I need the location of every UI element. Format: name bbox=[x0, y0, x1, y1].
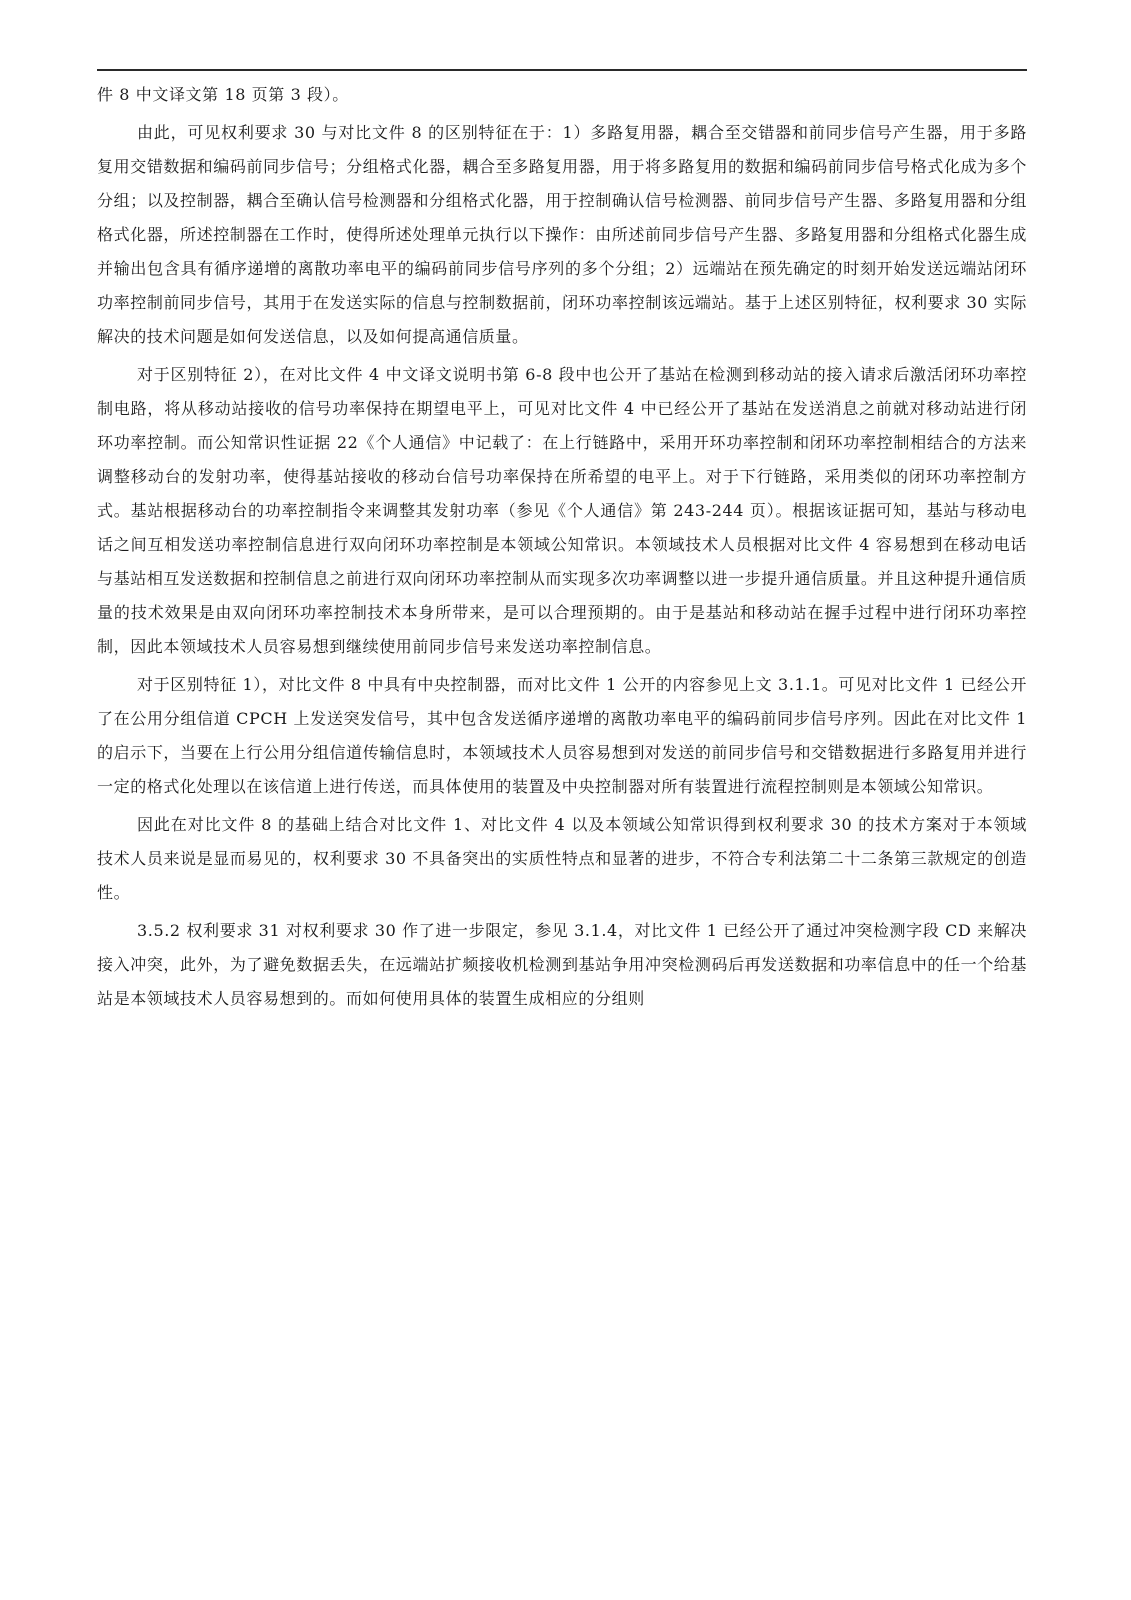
paragraph-conclusion: 因此在对比文件 8 的基础上结合对比文件 1、对比文件 4 以及本领域公知常识得到权利要求 30 的技术方案对于本领域技术人员来说是显而易见的，权利要求 30 不具备突出的实质性特点和显著的进步，不符合专利法第二十二条第三款规定的创造性。 bbox=[97, 815, 1027, 902]
paragraph-feature-2-analysis: 对于区别特征 2），在对比文件 4 中文译文说明书第 6-8 段中也公开了基站在检测到移动站的接入请求后激活闭环功率控制电路，将从移动站接收的信号功率保持在期望电平上，可见对比文件 4 中已经公开了基站在发送消息之前就对移动站进行闭环功率控制。而公知常识性证据 22《个人通信》中记载了：在上行链路中，采用开环功率控制和闭环功率控制相结合的方法来调整移动台的发射功率，使得基站接收的移动台信号功率保持在所希望的电平上。对于下行链路，采用类似的闭环功率控制方式。基站根据移动台的功率控制指令来调整其发射功率（参见《个人通信》第 243-244 页）。根据该证据可知，基站与移动电话之间互相发送功率控制信息进行双向闭环功率控制是本领域公知常识。本领域技术人员根据对比文件 4 容易想到在移动电话与基站相互发送数据和控制信息之前进行双向闭环功率控制从而实现多次功率调整以进一步提升通信质量。并且这种提升通信质量的技术效果是由双向闭环功率控制技术本身所带来，是可以合理预期的。由于是基站和移动站在握手过程中进行闭环功率控制，因此本领域技术人员容易想到继续使用前同步信号来发送功率控制信息。 bbox=[97, 365, 1027, 656]
paragraph-claim-31: 3.5.2 权利要求 31 对权利要求 30 作了进一步限定，参见 3.1.4，对比文件 1 已经公开了通过冲突检测字段 CD 来解决接入冲突，此外，为了避免数据丢失，在远端站扩频接收机检测到基站争用冲突检测码后再发送数据和功率信息中的任一个给基站是本领域技术人员容易想到的。而如何使用具体的装置生成相应的分组则 bbox=[97, 921, 1027, 1008]
paragraph-distinguishing-features: 由此，可见权利要求 30 与对比文件 8 的区别特征在于：1）多路复用器，耦合至交错器和前同步信号产生器，用于多路复用交错数据和编码前同步信号；分组格式化器，耦合至多路复用器，用于将多路复用的数据和编码前同步信号格式化成为多个分组；以及控制器，耦合至确认信号检测器和分组格式化器，用于控制确认信号检测器、前同步信号产生器、多路复用器和分组格式化器，所述控制器在工作时，使得所述处理单元执行以下操作：由所述前同步信号产生器、多路复用器和分组格式化器生成并输出包含具有循序递增的离散功率电平的编码前同步信号序列的多个分组；2）远端站在预先确定的时刻开始发送远端站闭环功率控制前同步信号，其用于在发送实际的信息与控制数据前，闭环功率控制该远端站。基于上述区别特征，权利要求 30 实际解决的技术问题是如何发送信息，以及如何提高通信质量。 bbox=[97, 123, 1027, 346]
paragraph-feature-1-analysis: 对于区别特征 1），对比文件 8 中具有中央控制器，而对比文件 1 公开的内容参见上文 3.1.1。可见对比文件 1 已经公开了在公用分组信道 CPCH 上发送突发信号，其中包含发送循序递增的离散功率电平的编码前同步信号序列。因此在对比文件 1 的启示下，当要在上行公用分组信道传输信息时，本领域技术人员容易想到对发送的前同步信号和交错数据进行多路复用并进行一定的格式化处理以在该信道上进行传送，而具体使用的装置及中央控制器对所有装置进行流程控制则是本领域公知常识。 bbox=[97, 675, 1027, 796]
header-rule bbox=[97, 69, 1027, 71]
document-body bbox=[97, 78, 1027, 1020]
paragraph-continuation: 件 8 中文译文第 18 页第 3 段）。 bbox=[97, 85, 349, 104]
